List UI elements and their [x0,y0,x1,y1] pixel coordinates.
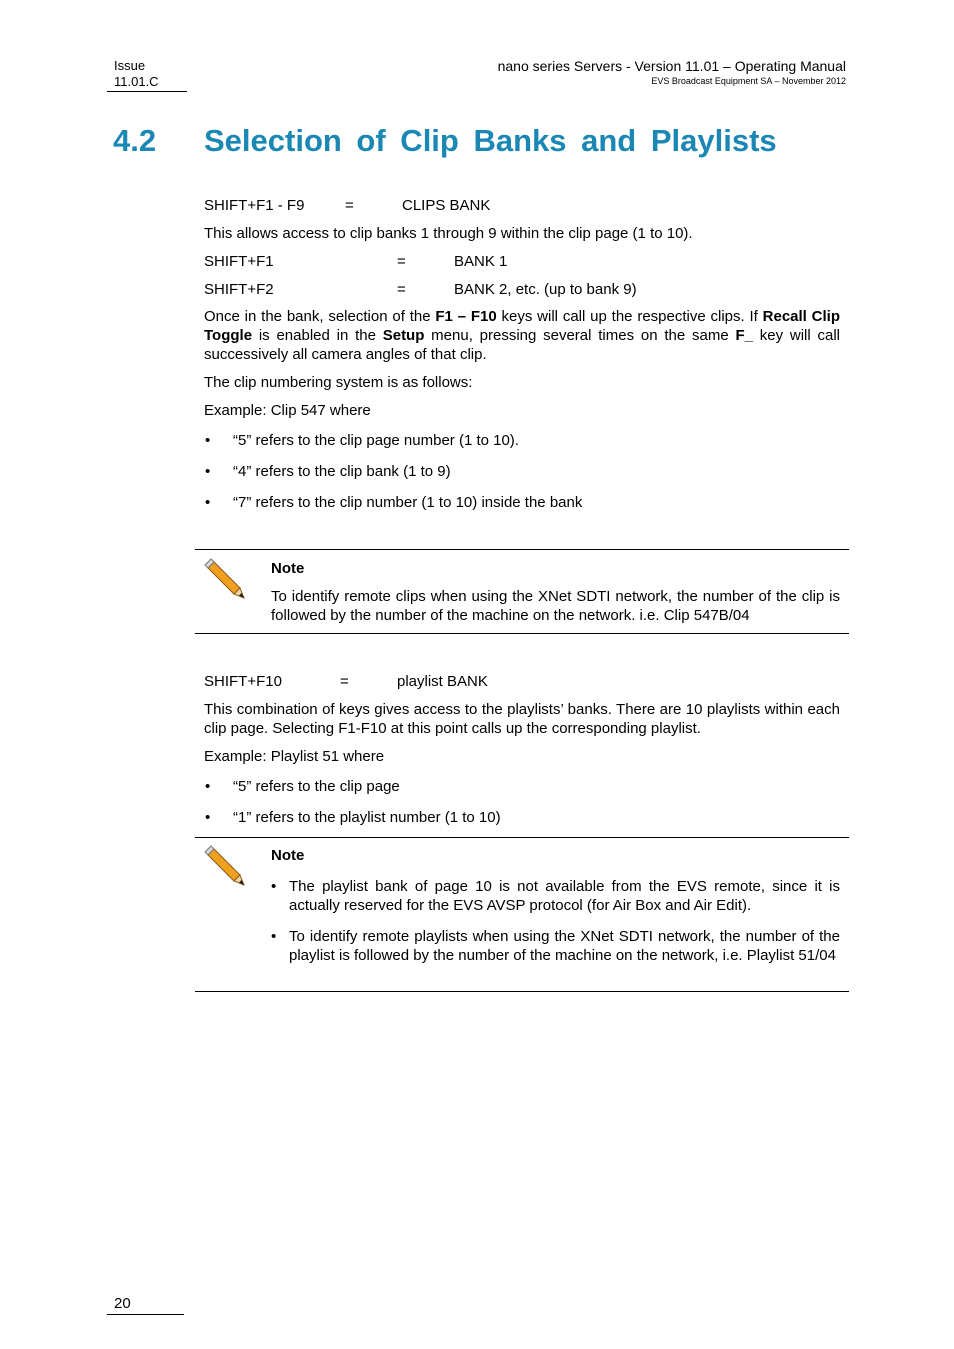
bullet-dot: • [271,928,277,945]
equals-sign: = [397,281,406,298]
equals-sign: = [397,253,406,270]
header-rule [107,91,187,92]
text-run: key will call successively all camera angles of that clip. [204,327,840,363]
key-result: BANK 1 [454,253,508,270]
numbering-intro: The clip numbering system is as follows: [204,374,473,391]
note-bullet: The playlist bank of page 10 is not available from the EVS remote, since it is actually reserved for the EVS AVSP protocol (for Air Box and Air Edit). [289,878,840,914]
manual-subtitle: EVS Broadcast Equipment SA – November 2012 [651,76,846,86]
list-item: “7” refers to the clip number (1 to 10) inside the bank [233,494,583,511]
bullet-dot: • [205,432,211,449]
key-result: CLIPS BANK [402,197,491,214]
clip-banks-description: This allows access to clip banks 1 through 9 within the clip page (1 to 10). [204,225,693,242]
key-combo: SHIFT+F10 [204,673,282,690]
manual-title: nano series Servers - Version 11.01 – Operating Manual [497,58,846,74]
note-bullet: To identify remote playlists when using the XNet SDTI network, the number of the playlist is followed by the number of the machine on the network, i.e. Playlist 51/04 [289,928,840,964]
note-top-rule [195,837,849,838]
bullet-dot: • [205,778,211,795]
clip-example: Example: Clip 547 where [204,402,371,419]
text-run: is enabled in the [252,327,383,344]
text-run: Once in the bank, selection of the [204,308,436,325]
issue-label: Issue [114,58,146,73]
note-bottom-rule [195,991,849,992]
text-run: keys will call up the respective clips. If [496,308,763,325]
key-combo: SHIFT+F1 [204,253,274,270]
list-item: “5” refers to the clip page number (1 to 10). [233,432,519,449]
playlist-example: Example: Playlist 51 where [204,748,385,765]
bold-run: F_ [735,327,753,344]
key-result: BANK 2, etc. (up to bank 9) [454,281,637,298]
recall-paragraph [204,307,840,364]
pencil-icon [204,558,246,600]
pencil-icon [204,845,246,887]
note-text: To identify remote clips when using the XNet SDTI network, the number of the clip is followed by the number of the machine on the network. i.e. Clip 547B/04 [271,588,840,624]
list-item: “5” refers to the clip page [233,778,400,795]
bullet-dot: • [205,463,211,480]
key-combo: SHIFT+F2 [204,281,274,298]
bullet-dot: • [205,809,211,826]
header-issue [114,58,159,90]
playlist-description: This combination of keys gives access to the playlists’ banks. There are 10 playlists within each clip page. Selecting F1-F10 at this point calls up the corresponding playlist. [204,701,840,737]
header-right [498,58,846,87]
note-heading: Note [271,560,305,577]
note-top-rule [195,549,849,550]
key-combo: SHIFT+F1 - F9 [204,197,305,214]
bold-run: Recall Clip Toggle [204,308,840,344]
list-item: “1” refers to the playlist number (1 to 10) [233,809,501,826]
text-run: menu, pressing several times on the same [424,327,736,344]
note-heading: Note [271,847,305,864]
note-bottom-rule [195,633,849,634]
section-number: 4.2 [113,123,157,158]
footer-rule [107,1314,184,1315]
bold-run: Setup [382,327,425,344]
page-number: 20 [114,1295,131,1312]
bullet-dot: • [271,878,277,895]
section-title: Selection of Clip Banks and Playlists [204,123,777,158]
equals-sign: = [345,197,354,214]
issue-number: 11.01.C [114,74,159,89]
bullet-dot: • [205,494,211,511]
list-item: “4” refers to the clip bank (1 to 9) [233,463,451,480]
bold-run: F1 – F10 [435,308,497,325]
key-result: playlist BANK [397,673,488,690]
equals-sign: = [340,673,349,690]
